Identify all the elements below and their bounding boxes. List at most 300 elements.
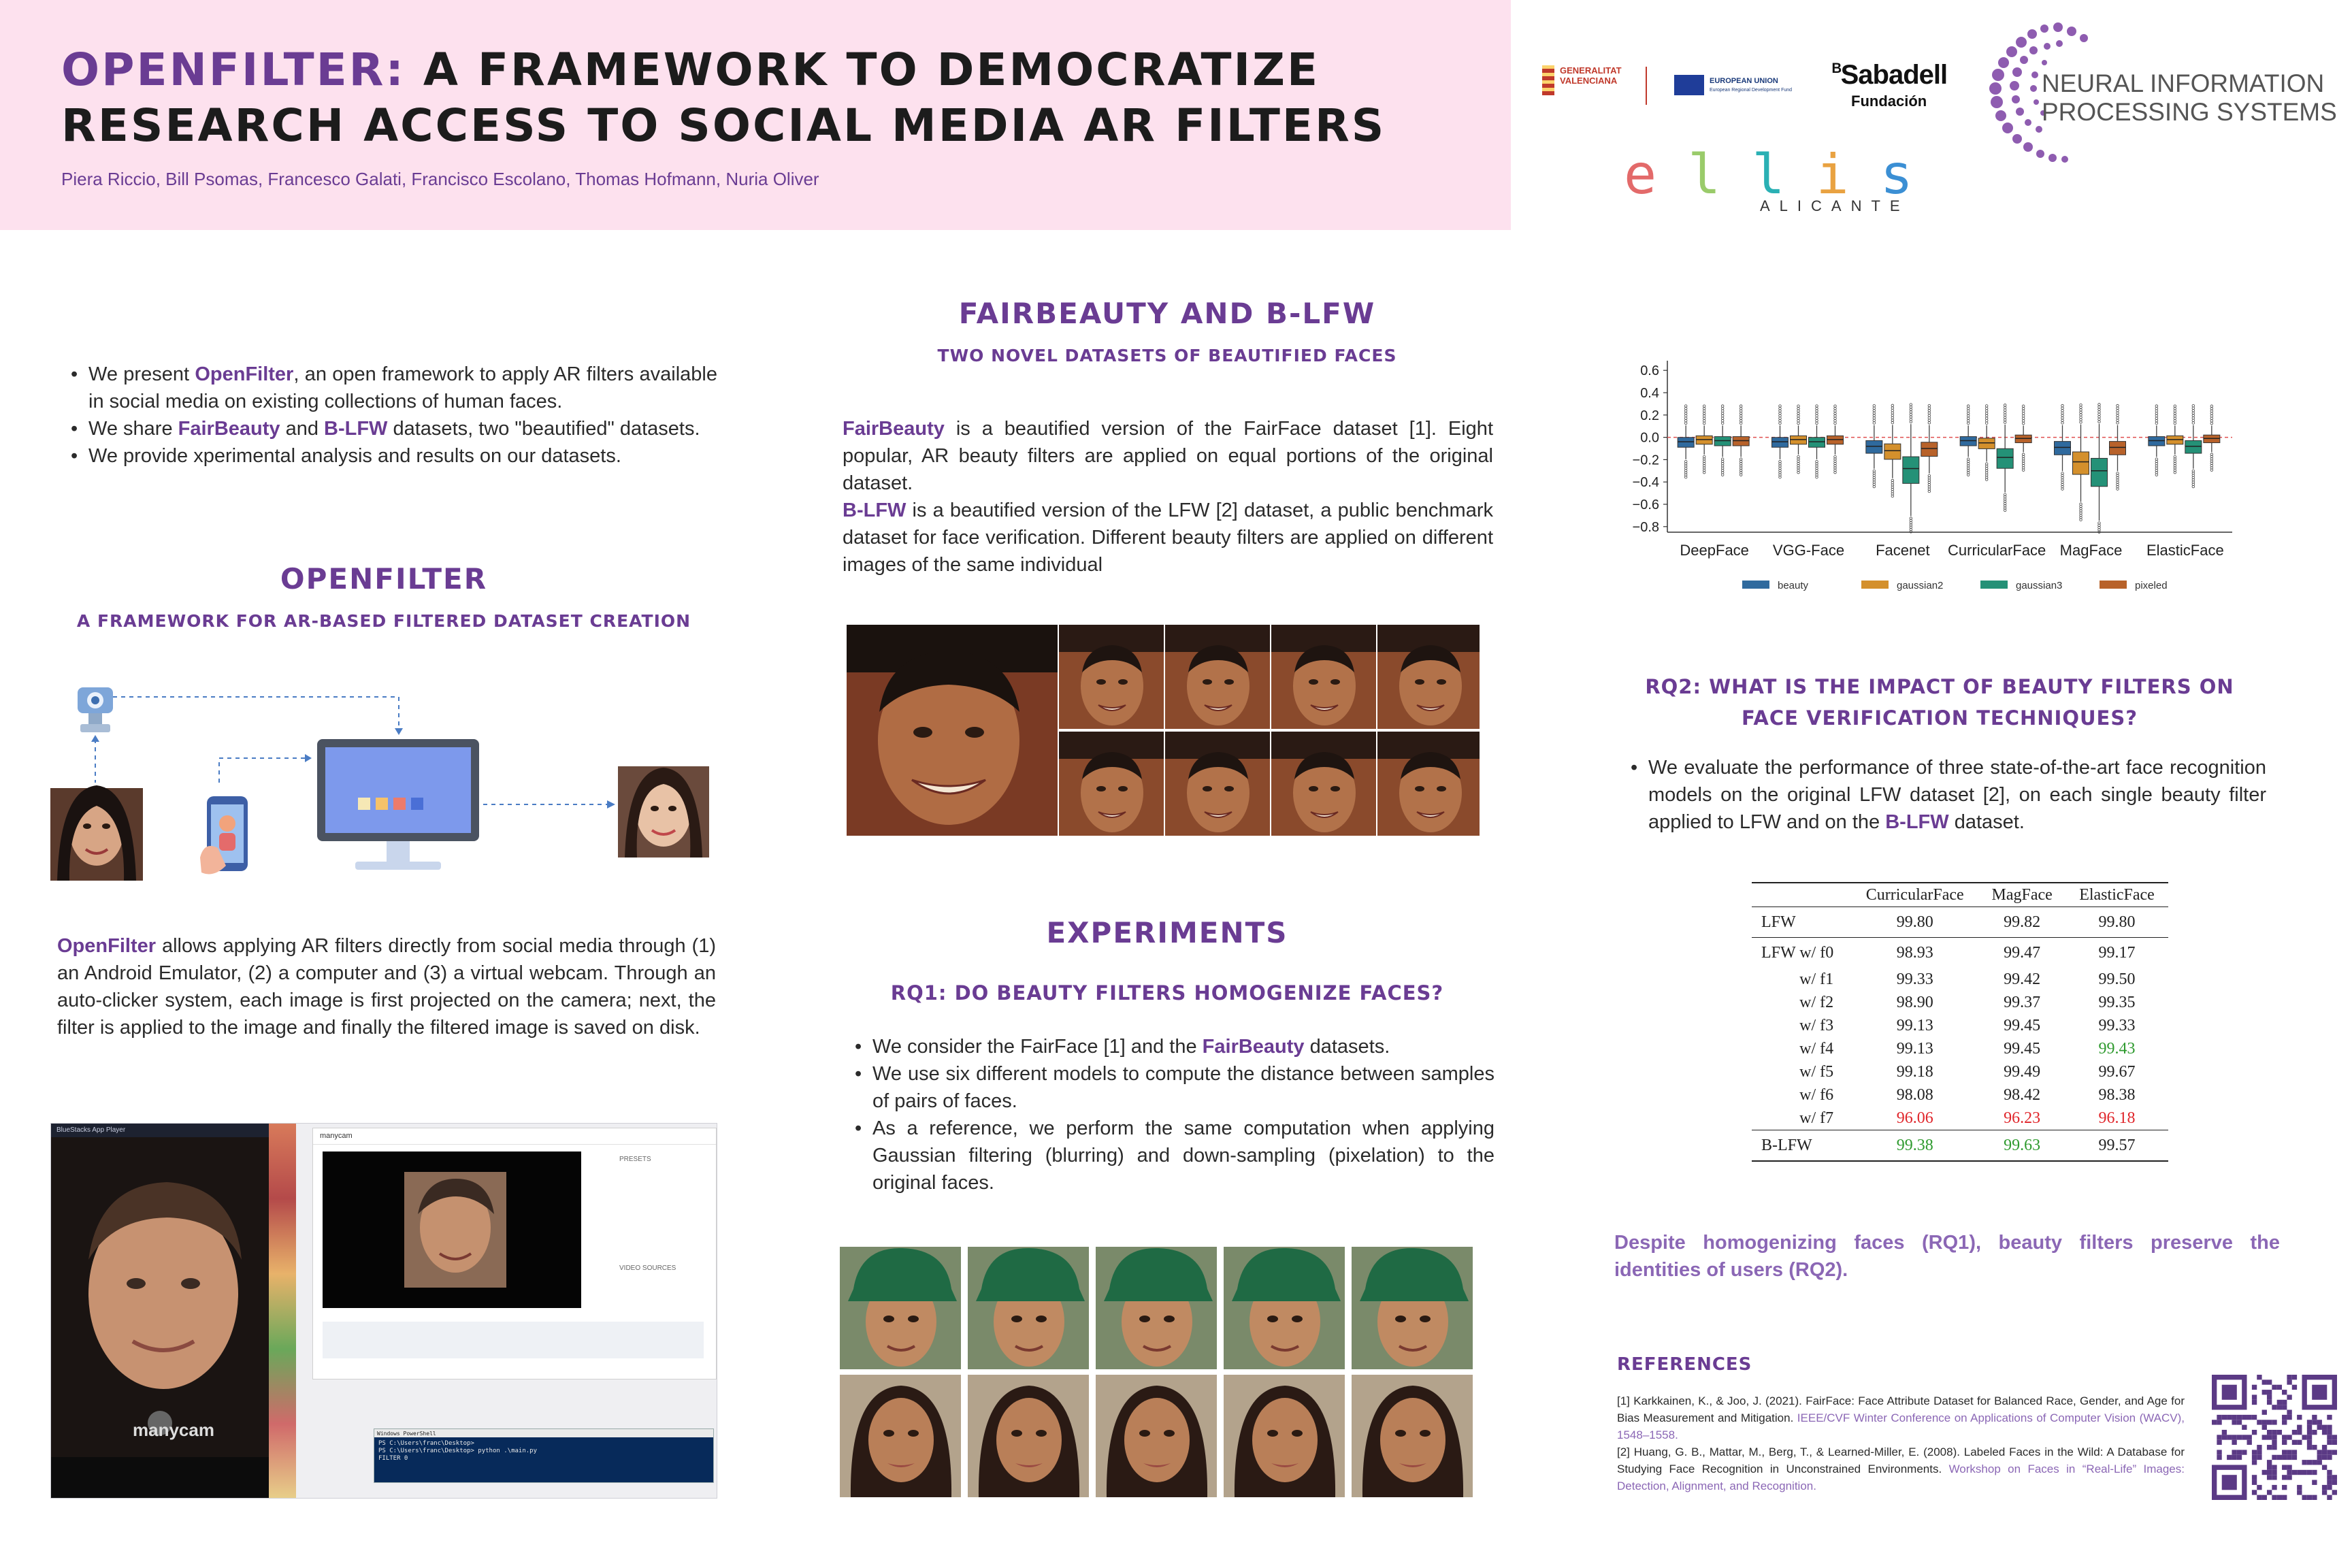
outlier-point — [2192, 419, 2195, 422]
table-row — [1752, 1037, 2168, 1060]
experiments-title: EXPERIMENTS — [1046, 916, 1288, 949]
outlier-point — [1703, 420, 1705, 423]
outlier-point — [1967, 417, 1970, 420]
outlier-point — [2022, 420, 2025, 423]
table-header — [1752, 883, 1851, 907]
manycam-titlebar: manycam — [313, 1128, 716, 1145]
outlier-point — [1740, 419, 1742, 422]
outlier-point — [2061, 407, 2064, 410]
outlier-point — [1873, 412, 1876, 414]
table-header: ElasticFace — [2079, 886, 2155, 904]
video-sources-label: VIDEO SOURCES — [619, 1264, 676, 1272]
outlier-point — [1797, 407, 1800, 410]
table-cell: 98.38 — [2098, 1086, 2136, 1104]
box-beauty — [1772, 438, 1788, 447]
outlier-point — [1779, 407, 1782, 410]
qr-code[interactable] — [2212, 1375, 2337, 1500]
outlier-point — [1816, 417, 1818, 420]
fairbeauty-title: FAIRBEAUTY AND B-LFW — [958, 297, 1376, 330]
table-cell: 99.82 — [2004, 913, 2041, 931]
outlier-point — [1740, 412, 1742, 415]
outlier-point — [2080, 411, 2082, 414]
bluestacks-window — [51, 1124, 269, 1499]
outlier-point — [2022, 422, 2025, 425]
intro-bullet: • We share FairBeauty and B-LFW datasets, two "beautified" datasets. — [71, 415, 717, 442]
outlier-point — [2117, 412, 2119, 414]
table-cell: 98.90 — [1896, 994, 1933, 1011]
outlier-point — [1816, 414, 1818, 417]
table-cell: 99.80 — [1896, 913, 1933, 931]
outlier-point — [1779, 419, 1782, 422]
outlier-point — [2080, 414, 2082, 416]
outlier-point — [1816, 422, 1818, 425]
outlier-point — [2080, 406, 2082, 409]
outlier-point — [2061, 414, 2064, 417]
outlier-point — [2192, 422, 2195, 425]
outlier-point — [1967, 414, 1970, 417]
row-label: w/ f2 — [1799, 994, 1834, 1011]
outlier-point — [1797, 422, 1800, 425]
manycam-preview — [323, 1152, 581, 1308]
outlier-point — [1834, 407, 1837, 410]
outlier-point — [2117, 419, 2119, 422]
outlier-point — [2155, 410, 2158, 412]
manycam-window — [312, 1128, 717, 1379]
outlier-point — [1703, 410, 1705, 412]
outlier-point — [2098, 416, 2101, 419]
blfw-original-face — [847, 625, 1058, 836]
references-title: REFERENCES — [1617, 1354, 1752, 1375]
table-row — [1752, 1083, 2168, 1107]
box-gaussian3 — [1997, 448, 2013, 468]
intro-bullets — [71, 361, 717, 470]
outlier-point — [1740, 422, 1742, 425]
outlier-point — [1779, 405, 1782, 408]
outlier-point — [2174, 420, 2176, 423]
ellis-alicante: ALICANTE — [1760, 197, 1910, 214]
outlier-point — [2192, 416, 2195, 419]
outlier-point — [1873, 410, 1876, 412]
outlier-point — [1816, 405, 1818, 408]
table-cell: 99.38 — [1896, 1137, 1933, 1154]
outlier-point — [2098, 418, 2101, 421]
outlier-point — [1834, 422, 1837, 425]
outlier-point — [1891, 407, 1894, 410]
outlier-point — [1797, 414, 1800, 417]
row-label: B-LFW — [1761, 1137, 1812, 1154]
outlier-point — [1797, 410, 1800, 412]
references-list — [1617, 1392, 2185, 1494]
table-cell: 99.42 — [2004, 970, 2041, 988]
outlier-point — [1684, 405, 1687, 408]
outlier-point — [2174, 422, 2176, 425]
outlier-point — [2098, 410, 2101, 413]
outlier-point — [1910, 416, 1912, 419]
outlier-point — [1816, 407, 1818, 410]
outlier-point — [2174, 412, 2176, 415]
table-row — [1752, 968, 2168, 991]
rq1-bullet: • As a reference, we perform the same computation when applying Gaussian filtering (blurring) and down-sampling (pixelation) to the original faces. — [855, 1115, 1494, 1196]
box-beauty — [1866, 440, 1882, 453]
manycam-watermark: manycam — [133, 1420, 214, 1440]
rq1-bullet: • We use six different models to compute the distance between samples of pairs of faces. — [855, 1060, 1494, 1115]
outlier-point — [2155, 414, 2158, 417]
outlier-point — [2117, 404, 2119, 407]
outlier-point — [1891, 419, 1894, 422]
legend-swatch — [1861, 581, 1889, 589]
outlier-point — [1967, 412, 1970, 415]
outlier-point — [2210, 422, 2213, 425]
outlier-point — [2155, 422, 2158, 425]
outlier-point — [2004, 419, 2006, 421]
outlier-point — [1834, 410, 1837, 412]
output-face-photo — [618, 766, 709, 858]
outlier-point — [1703, 422, 1705, 425]
outlier-point — [2117, 416, 2119, 419]
outlier-point — [1797, 405, 1800, 408]
input-face-photo — [50, 785, 143, 881]
outlier-point — [1740, 405, 1742, 408]
outlier-point — [1985, 414, 1988, 417]
outlier-point — [2210, 417, 2213, 420]
table-cell: 96.23 — [2004, 1109, 2041, 1127]
rq1-title: RQ1: DO BEAUTY FILTERS HOMOGENIZE FACES? — [890, 981, 1444, 1004]
outlier-point — [1910, 404, 1912, 406]
openfilter-title: OPENFILTER — [280, 562, 488, 595]
outlier-point — [2004, 416, 2006, 419]
outlier-point — [1967, 405, 1970, 408]
outlier-point — [2174, 405, 2176, 408]
outlier-point — [1928, 407, 1931, 410]
sabadell-logo: $^ᴮ$Sabadell — [1832, 60, 1948, 90]
outlier-point — [1834, 420, 1837, 423]
fairbeauty-description: FairBeauty is a beautified version of the FairFace dataset [1]. Eight popular, AR beauty filters are applied on equal portions of the original dataset. B-LFW is a beautified version of the LFW [2] dataset, a public benchmark dataset for face verification. Different beauty filters are applied on different images of the same individual — [843, 418, 1493, 576]
table-cell: 99.37 — [2004, 994, 2041, 1011]
outlier-point — [2117, 407, 2119, 410]
outlier-point — [2022, 412, 2025, 415]
outlier-point — [1873, 419, 1876, 422]
monitor-icon — [317, 739, 479, 870]
legend-label: gaussian3 — [2016, 580, 2063, 591]
outlier-point — [2061, 412, 2064, 414]
outlier-point — [1684, 422, 1687, 425]
legend-swatch — [2100, 581, 2127, 589]
outlier-point — [2117, 414, 2119, 417]
y-tick-label: −0.2 — [1632, 453, 1659, 468]
x-tick-label: CurricularFace — [1948, 542, 2046, 559]
outlier-point — [1779, 414, 1782, 417]
outlier-point — [2210, 412, 2213, 415]
outlier-point — [1834, 412, 1837, 415]
table-row — [1752, 1107, 2168, 1130]
outlier-point — [2174, 417, 2176, 420]
row-label: w/ f7 — [1799, 1109, 1834, 1127]
row-label: w/ f4 — [1799, 1040, 1834, 1058]
outlier-point — [1740, 407, 1742, 410]
table-cell: 99.43 — [2098, 1040, 2136, 1058]
outlier-point — [1816, 412, 1818, 415]
row-label: w/ f6 — [1799, 1086, 1834, 1104]
reference-link[interactable]: Workshop on Faces in “Real-Life” Images: Detection, Alignment, and Recognition. — [1617, 1463, 2185, 1492]
blfw-face-grid — [847, 625, 1480, 836]
outlier-point — [1721, 410, 1724, 412]
table-row — [1752, 1130, 2168, 1162]
legend-label: pixeled — [2135, 580, 2168, 591]
table-row — [1752, 991, 2168, 1014]
outlier-point — [1910, 413, 1912, 416]
outlier-point — [1797, 420, 1800, 423]
box-gaussian2 — [1978, 438, 1995, 448]
outlier-point — [1834, 414, 1837, 417]
outlier-point — [1834, 405, 1837, 408]
outlier-point — [2210, 408, 2213, 410]
outlier-point — [1910, 418, 1912, 421]
legend-label: gaussian2 — [1897, 580, 1944, 591]
outlier-point — [1928, 419, 1931, 422]
outlier-point — [1891, 414, 1894, 416]
presets-label: PRESETS — [619, 1156, 651, 1163]
outlier-point — [1684, 407, 1687, 410]
outlier-point — [2004, 421, 2006, 424]
pipeline-diagram — [50, 687, 717, 885]
table-cell: 99.63 — [2004, 1137, 2041, 1154]
outlier-point — [1684, 414, 1687, 417]
y-tick-label: −0.8 — [1632, 519, 1659, 535]
table-cell: 99.13 — [1896, 1017, 1933, 1034]
outlier-point — [1721, 407, 1724, 410]
table-cell: 98.93 — [1896, 944, 1933, 962]
row-label: w/ f1 — [1799, 970, 1834, 988]
outlier-point — [2022, 410, 2025, 412]
title-rest: A FRAMEWORK TO DEMOCRATIZE RESEARCH ACCESS TO SOCIAL MEDIA AR FILTERS — [61, 44, 1386, 152]
outlier-point — [1816, 419, 1818, 422]
outlier-point — [1684, 419, 1687, 422]
outlier-point — [1797, 417, 1800, 420]
outlier-point — [1985, 419, 1988, 422]
blurred-strip — [269, 1124, 296, 1499]
x-tick-label: VGG-Face — [1772, 542, 1845, 559]
results-table — [1752, 882, 2168, 1162]
box-gaussian3 — [1903, 457, 1919, 483]
table-cell: 99.57 — [2098, 1137, 2136, 1154]
outlier-point — [2155, 405, 2158, 408]
rq2-bullets — [1631, 754, 2266, 836]
table-cell: 99.45 — [2004, 1017, 2041, 1034]
x-tick-label: Facenet — [1876, 542, 1930, 559]
rq2-bullet: • We evaluate the performance of three state-of-the-art face recognition models on the original LFW dataset [2], on each single beauty filter applied to LFW and on the B-LFW dataset. — [1631, 754, 2266, 836]
table-cell: 99.13 — [1896, 1040, 1933, 1058]
outlier-point — [2155, 407, 2158, 410]
row-label: LFW w/ f0 — [1761, 944, 1834, 962]
outlier-point — [2080, 408, 2082, 411]
rq1-bullets — [855, 1033, 1494, 1196]
ellis-logo: ellis — [1624, 143, 1944, 206]
outlier-point — [2022, 417, 2025, 420]
legend-swatch — [1742, 581, 1769, 589]
outlier-point — [1779, 417, 1782, 420]
y-tick-label: 0.0 — [1640, 430, 1659, 446]
outlier-point — [1928, 412, 1931, 414]
outlier-point — [2004, 409, 2006, 412]
outlier-point — [1985, 410, 1988, 412]
box-pixeled — [1921, 442, 1938, 457]
eu-flag-icon — [1674, 75, 1704, 95]
outlier-point — [1985, 412, 1988, 414]
outlier-point — [2061, 416, 2064, 419]
table-cell: 99.33 — [2098, 1017, 2136, 1034]
reference-item: [1] Karkkainen, K., & Joo, J. (2021). FairFace: Face Attribute Dataset for Balanced Race, Gender, and Age for Bias Measurement and Mitigation. IEEE/CVF Winter Conference on Applications of Computer Vision (WACV), 1548–1558. — [1617, 1394, 2185, 1441]
results-table-wrap — [1752, 882, 2168, 1162]
outlier-point — [1779, 410, 1782, 412]
outlier-point — [2080, 419, 2082, 421]
outlier-point — [2192, 404, 2195, 407]
box-gaussian3 — [2091, 458, 2108, 486]
outlier-point — [2004, 406, 2006, 409]
outlier-point — [2174, 414, 2176, 417]
outlier-point — [2098, 421, 2101, 423]
table-row — [1752, 1060, 2168, 1083]
outlier-point — [1873, 404, 1876, 407]
y-tick-label: −0.4 — [1632, 475, 1659, 491]
outlier-point — [2022, 414, 2025, 417]
outlier-point — [1721, 419, 1724, 422]
outlier-point — [1891, 421, 1894, 424]
reference-link[interactable]: IEEE/CVF Winter Conference on Applications of Computer Vision (WACV), 1548–1558. — [1617, 1411, 2185, 1441]
x-tick-label: MagFace — [2059, 542, 2123, 559]
outlier-point — [2080, 404, 2082, 406]
webcam-icon — [78, 687, 113, 732]
box-gaussian2 — [2073, 452, 2089, 474]
emulator-face-photo — [51, 1137, 269, 1457]
table-cell: 99.80 — [2098, 913, 2136, 931]
outlier-point — [1891, 416, 1894, 419]
x-tick-label: ElasticFace — [2146, 542, 2224, 559]
box-gaussian3 — [1809, 438, 1825, 447]
outlier-point — [2061, 410, 2064, 412]
outlier-point — [1721, 422, 1724, 425]
box-gaussian3 — [2185, 440, 2202, 453]
intro-bullet: • We present OpenFilter, an open framework to apply AR filters available in social media on existing collections of human faces. — [71, 361, 717, 415]
table-cell: 99.67 — [2098, 1063, 2136, 1081]
outlier-point — [2192, 414, 2195, 417]
y-tick-label: 0.6 — [1640, 363, 1659, 379]
outlier-point — [1967, 422, 1970, 425]
outlier-point — [1910, 408, 1912, 411]
box-beauty — [2055, 442, 2071, 455]
outlier-point — [1891, 404, 1894, 407]
fairface-face-grid — [840, 1247, 1474, 1497]
outlier-point — [1721, 412, 1724, 415]
table-cell: 99.35 — [2098, 994, 2136, 1011]
outlier-point — [2061, 404, 2064, 407]
outlier-point — [2080, 421, 2082, 423]
outlier-point — [1703, 417, 1705, 420]
outlier-point — [1928, 404, 1931, 407]
outlier-point — [2080, 416, 2082, 419]
phone-icon — [200, 796, 248, 874]
outlier-point — [1928, 414, 1931, 417]
outlier-point — [1873, 416, 1876, 419]
box-pixeled — [2110, 442, 2126, 455]
outlier-point — [1985, 405, 1988, 408]
row-label: w/ f5 — [1799, 1063, 1834, 1081]
outlier-point — [1721, 405, 1724, 408]
outlier-point — [1740, 414, 1742, 417]
intro-bullet: • We provide xperimental analysis and results on our datasets. — [71, 442, 717, 470]
openfilter-screenshot — [50, 1123, 717, 1499]
outlier-point — [1684, 410, 1687, 412]
outlier-point — [1779, 422, 1782, 425]
box-beauty — [1678, 438, 1694, 447]
outlier-point — [2022, 405, 2025, 408]
outlier-point — [2098, 413, 2101, 416]
authors: Piera Riccio, Bill Psomas, Francesco Galati, Francisco Escolano, Thomas Hofmann, Nuria Oliver — [61, 169, 819, 189]
outlier-point — [2117, 422, 2119, 425]
row-label: w/ f3 — [1799, 1017, 1834, 1034]
openfilter-description: OpenFilter allows applying AR filters directly from social media through (1) an Android Emulator, (2) a computer and (3) a virtual webcam. Through an auto-clicker system, each image is first projected on the camera; next, the filter is applied to the image and finally the filtered image is saved on disk. — [57, 935, 716, 1039]
outlier-point — [1703, 414, 1705, 417]
table-cell: 99.33 — [1896, 970, 1933, 988]
outlier-point — [2098, 408, 2101, 411]
y-tick-label: 0.4 — [1640, 386, 1659, 401]
outlier-point — [1967, 410, 1970, 412]
outlier-point — [1910, 421, 1912, 423]
eu-logo: EUROPEAN UNION European Regional Development Fund — [1674, 75, 1792, 95]
outlier-point — [1967, 419, 1970, 422]
outlier-point — [1985, 422, 1988, 425]
x-tick-label: DeepFace — [1680, 542, 1749, 559]
table-row — [1752, 907, 2168, 938]
outlier-point — [2192, 410, 2195, 412]
outlier-point — [1891, 412, 1894, 414]
neurips-logo: NEURAL INFORMATION PROCESSING SYSTEMS — [2042, 69, 2337, 126]
outlier-point — [1816, 410, 1818, 412]
reference-item: [2] Huang, G. B., Mattar, M., Berg, T., & Learned-Miller, E. (2008). Labeled Faces in the Wild: A Database for Studying Face Recognition in Unconstrained Environments. Workshop on Faces in “Real-Life” Images: Detection, Alignment, and Recognition. — [1617, 1446, 2185, 1492]
table-row — [1752, 938, 2168, 968]
openfilter-subtitle: A FRAMEWORK FOR AR-BASED FILTERED DATASET CREATION — [76, 611, 691, 631]
outlier-point — [1985, 407, 1988, 410]
outlier-point — [2022, 408, 2025, 410]
legend-swatch — [1980, 581, 2008, 589]
manycam-source-strip[interactable] — [323, 1322, 704, 1358]
rq1-bullet: • We consider the FairFace [1] and the FairBeauty datasets. — [855, 1033, 1494, 1060]
table-cell: 99.50 — [2098, 970, 2136, 988]
outlier-point — [1910, 406, 1912, 408]
table-cell: 99.47 — [2004, 944, 2041, 962]
table-row — [1752, 1014, 2168, 1037]
outlier-point — [2155, 417, 2158, 420]
table-cell: 99.18 — [1896, 1063, 1933, 1081]
outlier-point — [1985, 417, 1988, 420]
outlier-point — [1873, 414, 1876, 417]
sponsor-logos — [1511, 0, 2352, 230]
outlier-point — [1873, 407, 1876, 410]
outlier-point — [1928, 421, 1931, 424]
outlier-point — [2061, 422, 2064, 425]
poster-title — [61, 42, 1490, 154]
outlier-point — [1797, 412, 1800, 415]
outlier-point — [2155, 412, 2158, 415]
outlier-point — [2210, 405, 2213, 408]
conclusion: Despite homogenizing faces (RQ1), beauty filters preserve the identities of users (RQ2). — [1614, 1232, 2280, 1281]
outlier-point — [2210, 410, 2213, 412]
outlier-point — [1721, 414, 1724, 417]
box-gaussian2 — [1884, 444, 1901, 459]
outlier-point — [1684, 417, 1687, 420]
y-tick-label: −0.6 — [1632, 497, 1659, 512]
outlier-point — [1928, 416, 1931, 419]
table-cell: 98.42 — [2004, 1086, 2041, 1104]
